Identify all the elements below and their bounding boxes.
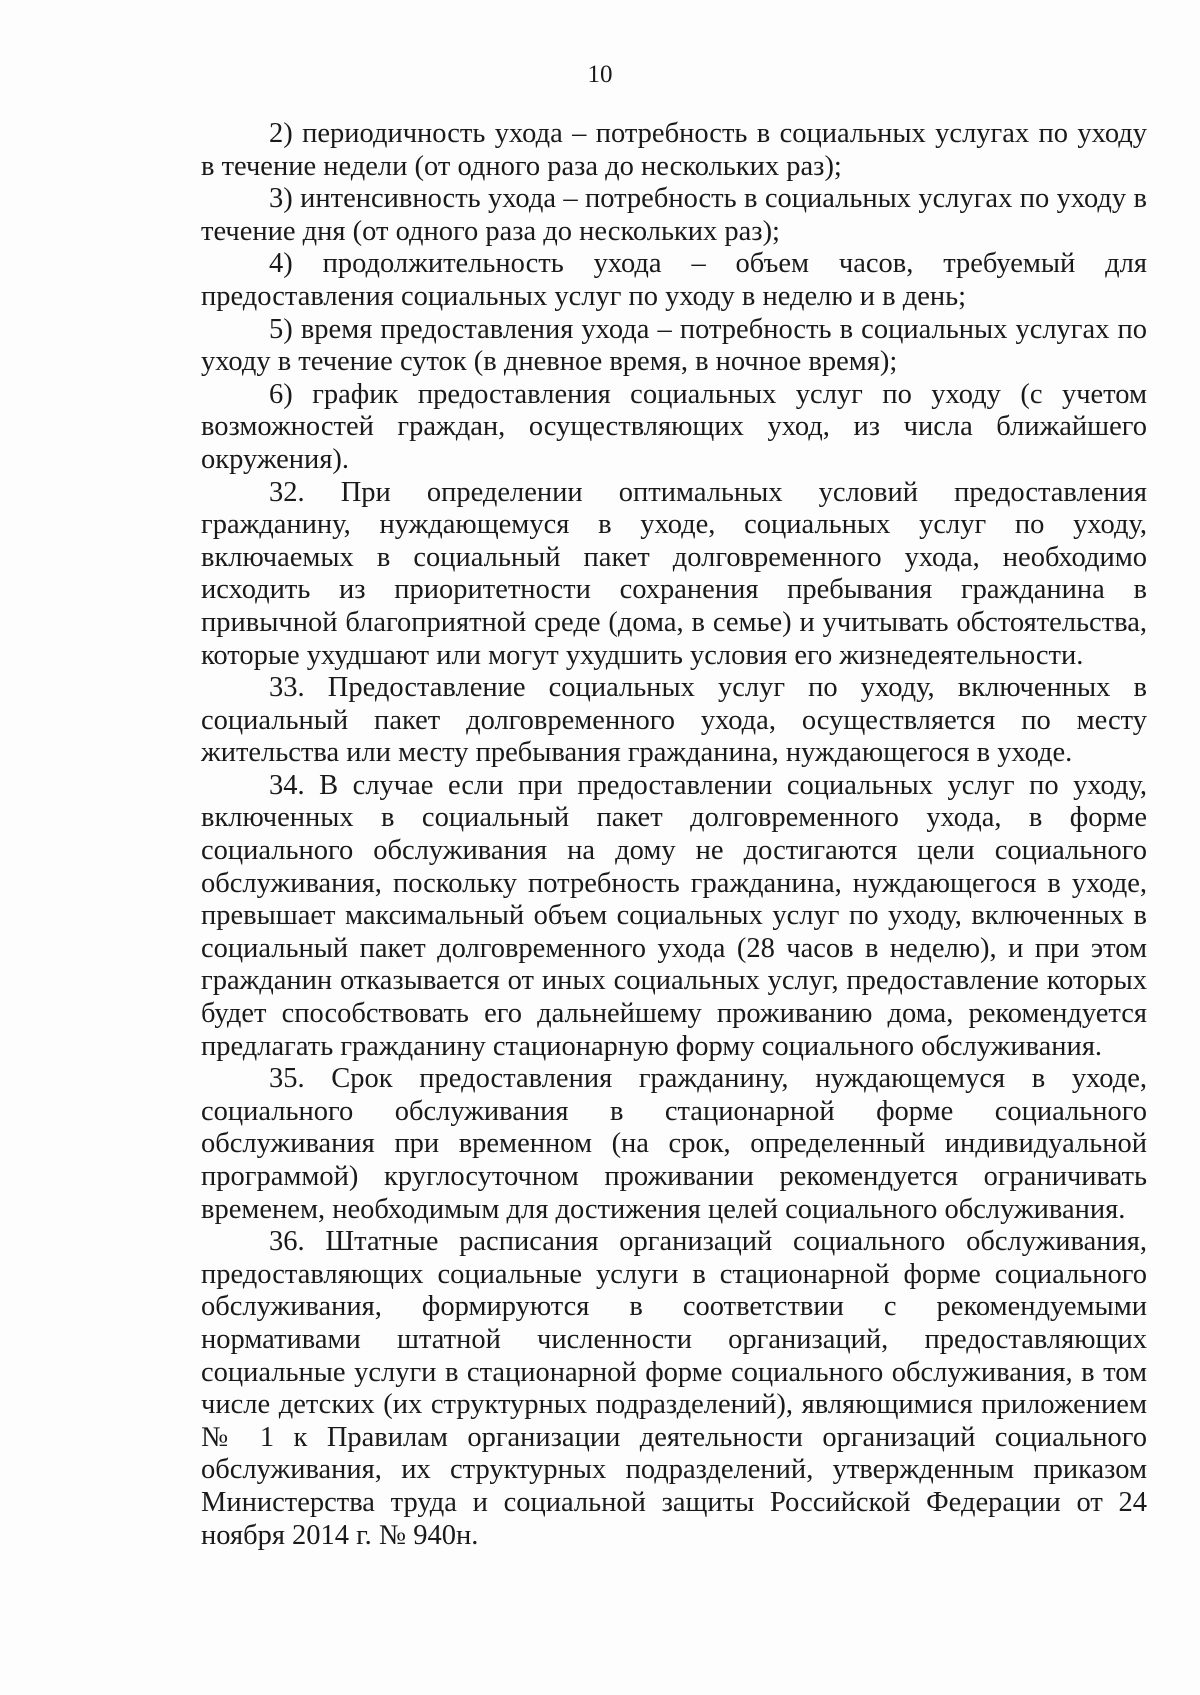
paragraph-35: 35. Срок предоставления гражданину, нуждающемуся в уходе, социального обслуживания в стационарной форме социального обслуживания при временном (на срок, определенный индивидуальной программой) круглосуточном проживании рекомендуется ограничивать временем, необходимым для достижения целей социального обслуживания.: [201, 1063, 1147, 1225]
page-number: 10: [587, 61, 613, 88]
paragraph-33: 33. Предоставление социальных услуг по уходу, включенных в социальный пакет долговременного ухода, осуществляется по месту жительства или месту пребывания гражданина, нуждающегося в уходе.: [201, 672, 1147, 769]
paragraph-item-4-duration: 4) продолжительность ухода – объем часов, требуемый для предоставления социальных услуг по уходу в неделю и в день;: [201, 248, 1147, 312]
paragraph-item-5-time: 5) время предоставления ухода – потребность в социальных услугах по уходу в течение суток (в дневное время, в ночное время);: [201, 313, 1147, 378]
paragraph-32: 32. При определении оптимальных условий предоставления гражданину, нуждающемуся в уходе, социальных услуг по уходу, включаемых в социальный пакет долговременного ухода, необходимо исходить из приоритетности сохранения пребывания гражданина в привычной благоприятной среде (дома, в семье) и учитывать обстоятельства, которые ухудшают или могут ухудшить условия его жизнедеятельности.: [201, 476, 1147, 671]
document-body: [201, 118, 1147, 1552]
paragraph-item-2-frequency: 2) периодичность ухода – потребность в социальных услугах по уходу в течение недели (от одного раза до нескольких раз);: [201, 118, 1147, 182]
paragraph-34: 34. В случае если при предоставлении социальных услуг по уходу, включенных в социальный пакет долговременного ухода, в форме социального обслуживания на дому не достигаются цели социального обслуживания, поскольку потребность гражданина, нуждающегося в уходе, превышает максимальный объем социальных услуг по уходу, включенных в социальный пакет долговременного ухода (28 часов в неделю), и при этом гражданин отказывается от иных социальных услуг, предоставление которых будет способствовать его дальнейшему проживанию дома, рекомендуется предлагать гражданину стационарную форму социального обслуживания.: [201, 769, 1147, 1062]
paragraph-item-3-intensity: 3) интенсивность ухода – потребность в социальных услугах по уходу в течение дня (от одного раза до нескольких раз);: [201, 183, 1147, 247]
paragraph-item-6-schedule: 6) график предоставления социальных услуг по уходу (с учетом возможностей граждан, осуществляющих уход, из числа ближайшего окружения).: [201, 378, 1147, 475]
paragraph-36: 36. Штатные расписания организаций социального обслуживания, предоставляющих социальные услуги в стационарной форме социального обслуживания, формируются в соответствии с рекомендуемыми нормативами штатной численности организаций, предоставляющих социальные услуги в стационарной форме социального обслуживания, в том числе детских (их структурных подразделений), являющимися приложением № 1 к Правилам организации деятельности организаций социального обслуживания, их структурных подразделений, утвержденным приказом Министерства труда и социальной защиты Российской Федерации от 24 ноября 2014 г. № 940н.: [201, 1226, 1147, 1551]
